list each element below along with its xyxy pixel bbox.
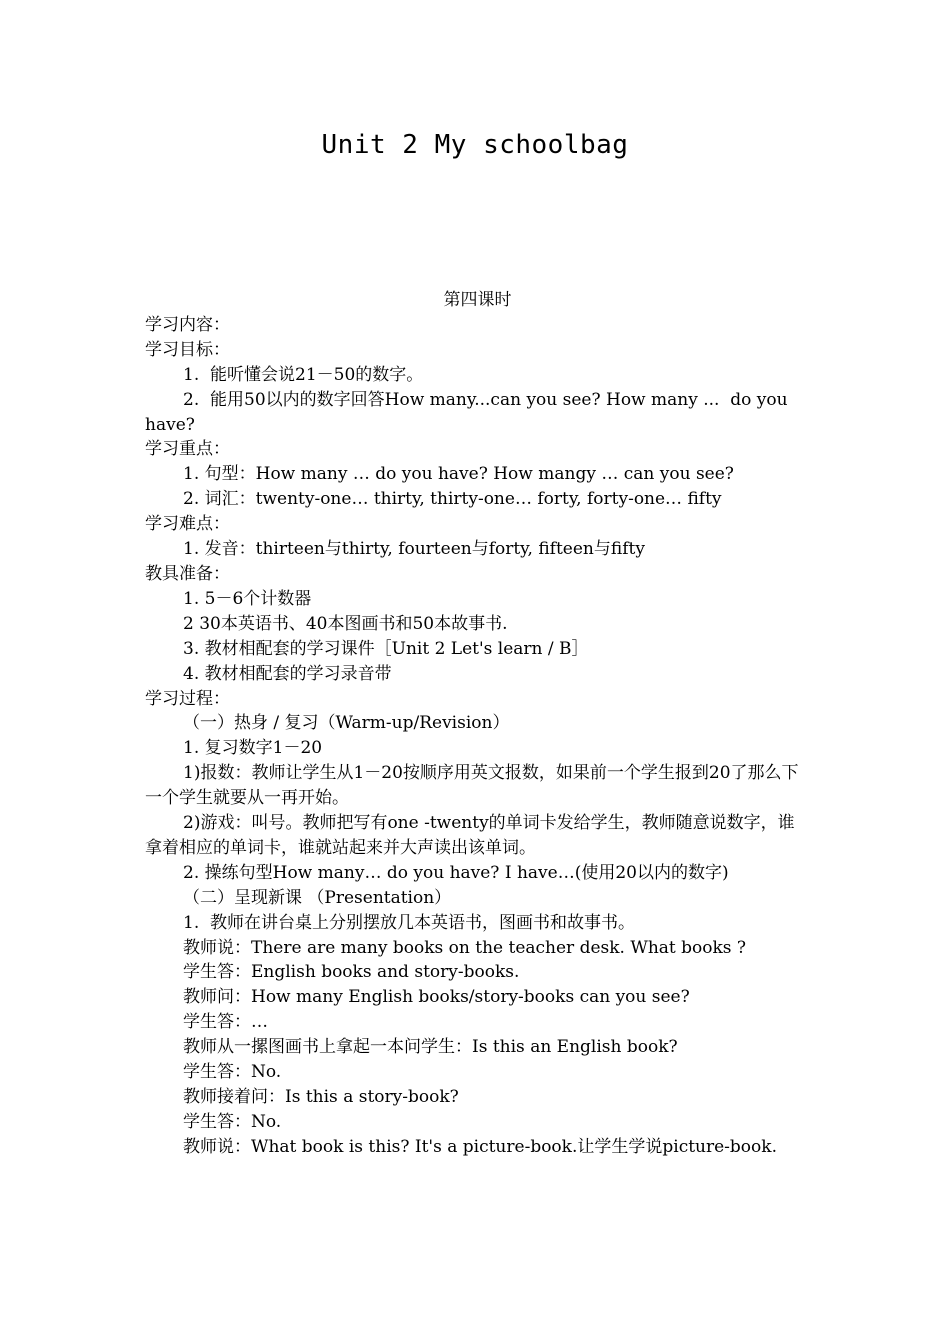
text-line: 1. 复习数字1－20 <box>183 738 323 759</box>
text-line: 学习内容： <box>145 314 230 335</box>
text-line: 1. 教师在讲台桌上分别摆放几本英语书，图画书和故事书。 <box>183 912 636 933</box>
text-line: 教师说：What book is this? It's a picture-book.让学生学说picture-book. <box>183 1136 777 1157</box>
document-body <box>145 288 810 1160</box>
text-line: 学生答：English books and story-books. <box>183 962 520 983</box>
text-line: 3. 教材相配套的学习课件［Unit 2 Let's learn / B］ <box>183 638 589 659</box>
text-line: 学习重点： <box>145 439 230 460</box>
text-line: 学生答：… <box>183 1012 268 1033</box>
text-line: 1. 5－6个计数器 <box>183 588 312 609</box>
text-line: 2. 操练句型How many… do you have? I have…(使用20以内的数字) <box>183 862 729 883</box>
text-line: 1. 发音：thirteen与thirty, fourteen与forty, fifteen与fifty <box>183 539 645 560</box>
text-line: 4. 教材相配套的学习录音带 <box>183 663 392 684</box>
text-line: 教具准备： <box>145 563 230 584</box>
text-line: 学生答：No. <box>183 1062 282 1083</box>
text-line: （一）热身 / 复习（Warm-up/Revision） <box>183 713 510 734</box>
text-line: 2. 能用50以内的数字回答How many...can you see? How many ... do you have? <box>145 389 793 435</box>
text-line: 学习难点： <box>145 514 230 535</box>
text-line: 学习目标： <box>145 339 230 360</box>
text-line: 1)报数：教师让学生从1－20按顺序用英文报数，如果前一个学生报到20了那么下一个学生就要从一再开始。 <box>145 763 799 809</box>
text-line: 教师接着问：Is this a story-book? <box>183 1087 459 1107</box>
text-line: 2 30本英语书、40本图画书和50本故事书. <box>183 613 508 634</box>
text-line: （二）呈现新课 （Presentation） <box>183 887 452 908</box>
text-line: 1. 句型：How many … do you have? How mangy … can you see? <box>183 464 734 485</box>
text-line: 2)游戏：叫号。教师把写有one -twenty的单词卡发给学生，教师随意说数字，谁拿着相应的单词卡，谁就站起来并大声读出该单词。 <box>145 813 795 858</box>
text-line: 1. 能听懂会说21－50的数字。 <box>183 364 424 385</box>
text-line: 教师问：How many English books/story-books can you see? <box>183 987 690 1008</box>
lesson-heading: 第四课时 <box>443 290 512 310</box>
text-line: 学习过程： <box>145 688 230 709</box>
text-line: 教师说：There are many books on the teacher desk. What books ? <box>183 937 747 958</box>
text-line: 教师从一摞图画书上拿起一本问学生：Is this an English book? <box>183 1037 678 1058</box>
text-line: 2. 词汇：twenty-one… thirty, thirty-one… forty, forty-one… fifty <box>183 489 722 510</box>
text-line: 学生答：No. <box>183 1111 282 1132</box>
document-title: Unit 2 My schoolbag <box>321 130 629 160</box>
